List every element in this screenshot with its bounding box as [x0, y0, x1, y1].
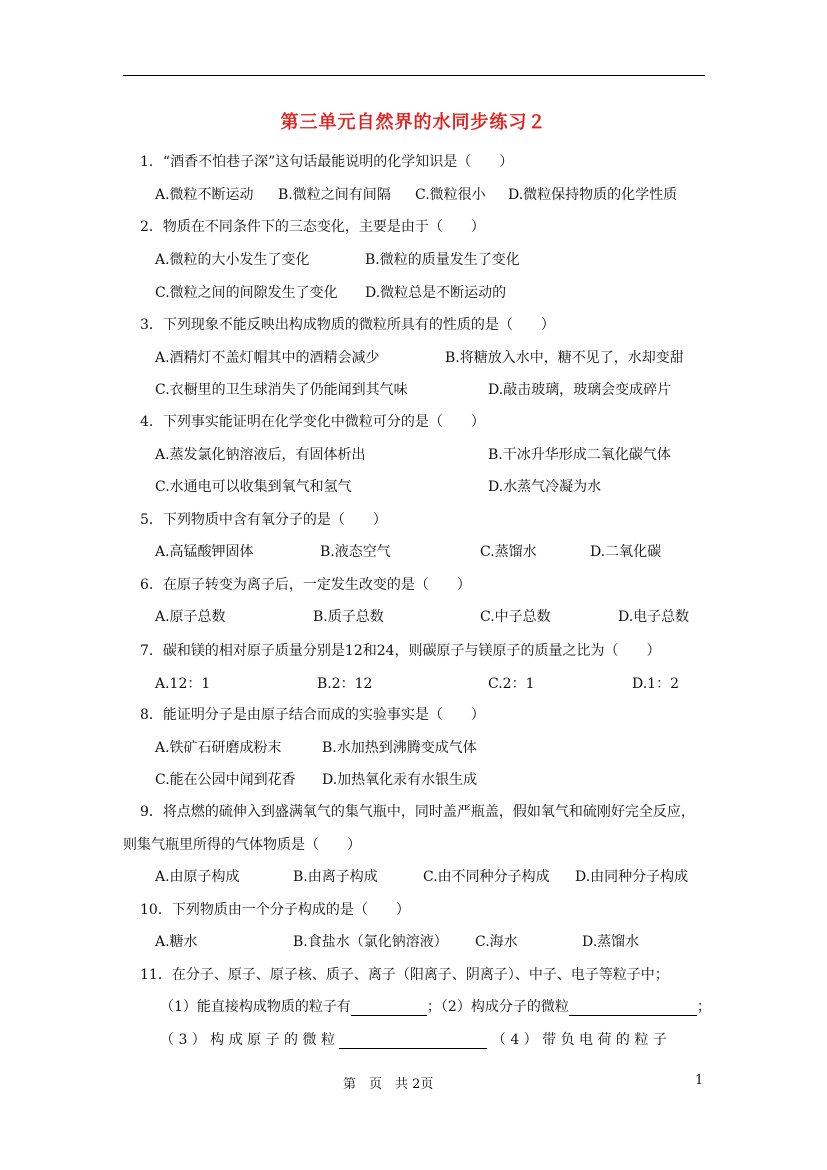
question-stem-4: 4．下列事实能证明在化学变化中微粒可分的是（ ）: [140, 414, 485, 430]
question-stem-6: 6．在原子转变为离子后，一定发生改变的是（ ）: [140, 577, 471, 593]
option-9a: A.由原子构成: [155, 869, 240, 885]
option-7d: D.1：2: [632, 676, 679, 692]
question-stem-11: 11．在分子、原子、原子核、质子、离子（阳离子、阴离子）、中子、电子等粒子中；: [140, 967, 669, 983]
option-3c: C.衣橱里的卫生球消失了仍能闻到其气味: [155, 382, 408, 398]
option-5c: C.蒸馏水: [480, 544, 537, 560]
option-8c: C.能在公园中闻到花香: [155, 772, 296, 788]
option-4a: A.蒸发氯化钠溶液后，有固体析出: [155, 447, 366, 463]
option-8d: D.加热氧化汞有水银生成: [322, 772, 478, 788]
footer-page-number: 1: [695, 1073, 704, 1088]
question-stem-3: 3．下列现象不能反映出构成物质的微粒所具有的性质的是（ ）: [140, 317, 555, 333]
option-7b: B.2：12: [317, 676, 373, 692]
option-5a: A.高锰酸钾固体: [155, 544, 254, 560]
option-9d: D.由同种分子构成: [575, 869, 689, 885]
option-5b: B.液态空气: [320, 544, 391, 560]
option-3a: A.酒精灯不盖灯帽其中的酒精会减少: [155, 350, 380, 366]
footer-page-count: 第 页 共 2页: [343, 1077, 434, 1092]
option-5d: D.二氧化碳: [590, 544, 662, 560]
option-9b: B.由离子构成: [293, 869, 378, 885]
question-11-part-3: ；: [696, 999, 711, 1015]
question-stem-1: 1．“酒香不怕巷子深”这句话最能说明的化学知识是（ ）: [140, 154, 514, 170]
option-7a: A.12：1: [155, 676, 211, 692]
question-stem-7: 7．碳和镁的相对原子质量分别是12和24，则碳原子与镁原子的质量之比为（ ）: [140, 643, 661, 659]
answer-blank-3[interactable]: [339, 1034, 487, 1049]
option-6b: B.质子总数: [313, 609, 384, 625]
option-6c: C.中子总数: [480, 609, 551, 625]
option-4c: C.水通电可以收集到氧气和氢气: [155, 479, 352, 495]
question-stem-10: 10．下列物质由一个分子构成的是（ ）: [140, 902, 410, 918]
question-11-line-2: [160, 1029, 667, 1049]
option-10a: A.糖水: [155, 934, 198, 950]
option-6a: A.原子总数: [155, 609, 226, 625]
question-stem-9-cont: 则集气瓶里所得的气体物质是（ ）: [123, 837, 361, 853]
question-11-line-1: [160, 996, 711, 1016]
option-1d: D.微粒保持物质的化学性质: [508, 187, 678, 203]
question-stem-8: 8．能证明分子是由原子结合而成的实验事实是（ ）: [140, 707, 485, 723]
answer-blank-1[interactable]: [351, 1001, 427, 1016]
option-2a: A.微粒的大小发生了变化: [155, 252, 310, 268]
option-1b: B.微粒之间有间隔: [278, 187, 391, 203]
option-10b: B.食盐水（氯化钠溶液）: [293, 934, 448, 950]
option-9c: C.由不同种分子构成: [423, 869, 550, 885]
question-11-part-4: （ 3 ） 构 成 原 子 的 微 粒: [160, 1032, 335, 1048]
question-11-part-5: （ 4 ） 带 负 电 荷 的 粒 子: [491, 1032, 667, 1048]
option-4b: B.干冰升华形成二氧化碳气体: [488, 447, 671, 463]
option-4d: D.水蒸气冷凝为水: [488, 479, 602, 495]
option-7c: C.2：1: [488, 676, 535, 692]
option-2c: C.微粒之间的间隙发生了变化: [155, 285, 338, 301]
page-title: 第三单元自然界的水同步练习２: [280, 112, 547, 133]
option-10d: D.蒸馏水: [582, 934, 640, 950]
answer-blank-2[interactable]: [569, 1001, 697, 1016]
question-11-part-2: ；（2）构成分子的微粒: [426, 999, 569, 1015]
option-8b: B.水加热到沸腾变成气体: [322, 740, 477, 756]
option-1c: C.微粒很小: [415, 187, 486, 203]
option-3d: D.敲击玻璃，玻璃会变成碎片: [488, 382, 672, 398]
option-3b: B.将糖放入水中，糖不见了，水却变甜: [445, 350, 684, 366]
question-stem-9: 9．将点燃的硫伸入到盛满氧气的集气瓶中，同时盖严瓶盖，假如氧气和硫刚好完全反应，: [140, 804, 695, 820]
question-stem-5: 5．下列物质中含有氧分子的是（ ）: [140, 512, 387, 528]
option-2d: D.微粒总是不断运动的: [365, 285, 507, 301]
question-11-part-1: （1）能直接构成物质的粒子有: [160, 999, 351, 1015]
option-2b: B.微粒的质量发生了变化: [365, 252, 520, 268]
option-6d: D.电子总数: [618, 609, 690, 625]
header-rule: [123, 75, 705, 76]
option-10c: C.海水: [475, 934, 518, 950]
question-stem-2: 2．物质在不同条件下的三态变化，主要是由于（ ）: [140, 219, 485, 235]
option-8a: A.铁矿石研磨成粉末: [155, 740, 282, 756]
option-1a: A.微粒不断运动: [155, 187, 254, 203]
